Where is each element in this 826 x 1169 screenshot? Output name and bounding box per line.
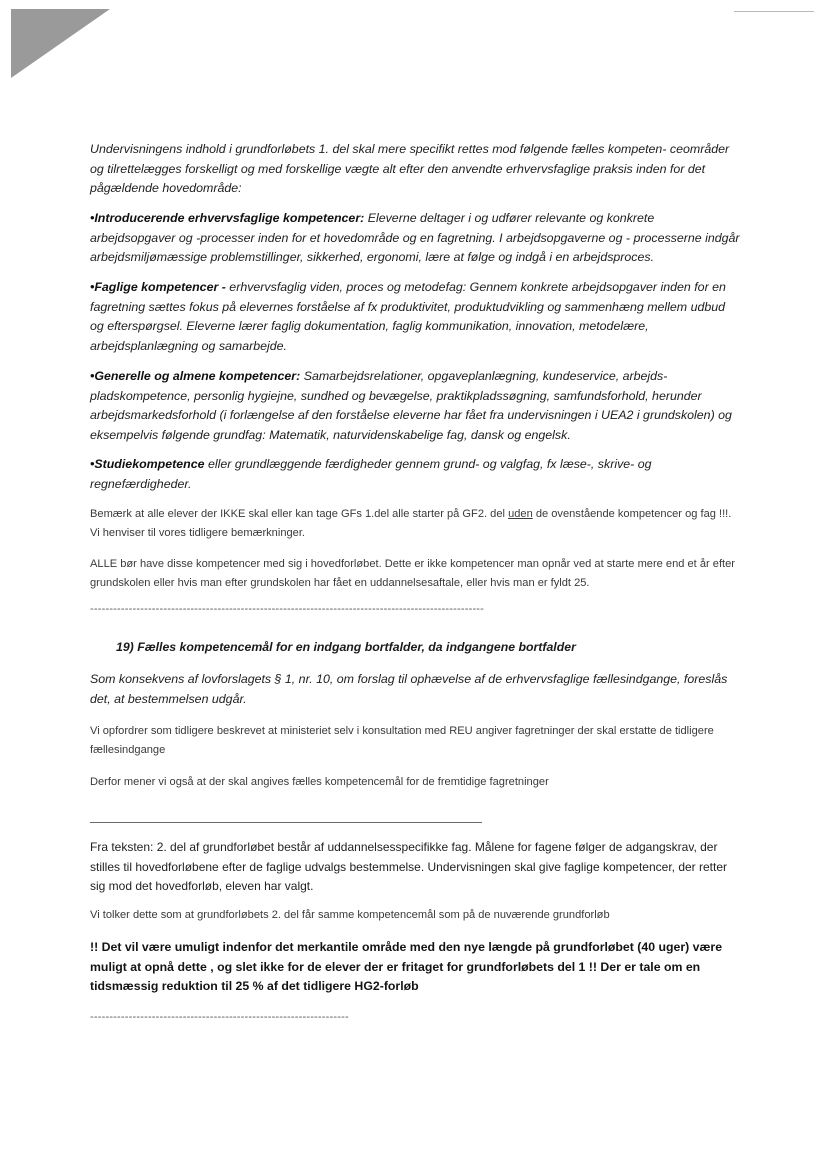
section-19-proposal: Som konsekvens af lovforslagets § 1, nr. 10, om forslag til ophævelse af de erhvervsfaglige fællesindgange, foreslås det, at bestemmelsen udgår. [90,672,728,706]
section-19-response-2: Derfor mener vi også at der skal angives fælles kompetencemål for de fremtidige fagretninger [90,776,549,788]
note-text: Bemærk at alle elever der IKKE skal eller kan tage GFs 1.del alle starter på GF2. del [90,508,509,520]
competency-generelle [90,367,740,445]
note-paragraph-1 [90,505,740,544]
underlined-word: uden [508,508,533,520]
competency-faglige [90,278,740,356]
separator-rule [90,822,482,823]
warning-paragraph: !! Det vil være umuligt indenfor det merkantile område med den nye længde på grundforløbet (40 uger) være muligt at opnå dette , og slet ikke for de elever der er fritaget for grundforløbets del 1 !! Der er tale om en tidsmæssig reduktion til 25 % af det tidligere HG2-forløb [90,940,723,993]
competency-text: Eleverne deltager i og udfører relevante og konkrete arbejdsopgaver og -processer inden for et hovedområde og en fagretning. I arbejdsopgaverne og - processerne indgår arbejdsmiljømæssige problemstillinger, sikkerhed, ergonomi, lære at følge og indgå i en arbejdsproces. [90,211,740,265]
top-edge-line [734,11,814,12]
interpretation-paragraph: Vi tolker dette som at grundforløbets 2. del får samme kompetencemål som på de nuværende grundforløb [90,909,610,921]
separator-dashes: ------------------------------------------------------------------------------------------------------ [90,603,485,615]
separator-dashes: ------------------------------------------------------------------- [90,1011,349,1023]
note-paragraph-2: ALLE bør have disse kompetencer med sig i hovedforløbet. Dette er ikke kompetencer man opnår ved at starte mere end et år efter grundskolen eller hvis man efter grundskolen har fået en uddannelsesaftale, eller hvis man er fyldt 25. [90,558,735,590]
competency-lead: •Generelle og almene kompetencer: [90,369,301,383]
competency-introducerende [90,209,740,268]
competency-lead: •Faglige kompetencer - [90,280,226,294]
competency-lead: •Introducerende erhvervsfaglige kompetencer: [90,211,365,225]
note-text: de ovenstående kompetencer og fag !!!. Vi henviser til vores tidligere bemærkninger. [90,508,732,540]
section-19-response-1: Vi opfordrer som tidligere beskrevet at ministeriet selv i konsultation med REU angiver fagretninger der skal erstatte de tidligere fællesindgange [90,725,714,757]
competency-text: erhvervsfaglig viden, proces og metodefag: Gennem konkrete arbejdsopgaver inden for en fagretning sættes fokus på elevernes forståelse af fx produktivitet, produktudvikling og sammenhæng mellem udbud og efterspørgsel. Eleverne lærer faglig dokumentation, faglig kommunikation, innovation, metodelære, arbejdsplanlægning og samarbejde. [90,280,726,353]
intro-paragraph: Undervisningens indhold i grundforløbets 1. del skal mere specifikt rettes mod følgende fælles kompeten- ceområder og tilrettelægges forskelligt og med forskellige vægte alt efter den anvendte erhvervsfaglige praksis inden for det pågældende hovedområde: [90,142,730,196]
section-19-heading: 19) Fælles kompetencemål for en indgang bortfalder, da indgangene bortfalder [116,640,576,654]
competency-lead: •Studiekompetence [90,457,205,471]
quote-paragraph: Fra teksten: 2. del af grundforløbet består af uddannelsesspecifikke fag. Målene for fagene følger de adgangskrav, der stilles til hovedforløbene efter de faglige udvalgs bestemmelse. Undervisningen skal give faglige kompetencer, der retter sig mod det hovedforløb, eleven har valgt. [90,840,728,894]
competency-text: eller grundlæggende færdigheder gennem grund- og valgfag, fx læse-, skrive- og regnefærdigheder. [90,457,652,491]
scan-corner-mark [11,9,111,79]
competency-text: Samarbejdsrelationer, opgaveplanlægning, kundeservice, arbejds- pladskompetence, personlig hygiejne, sundhed og bevægelse, praktikpladssøgning, samfundsforhold, herunder arbejdsmarkedsforhold (i forlængelse af den forståelse eleverne har fået fra undervisningen i UEA2 i grundskolen) og eksempelvis følgende grundfag: Matematik, naturvidenskabelige fag, dansk og engelsk. [90,369,732,442]
competency-studie [90,455,740,494]
